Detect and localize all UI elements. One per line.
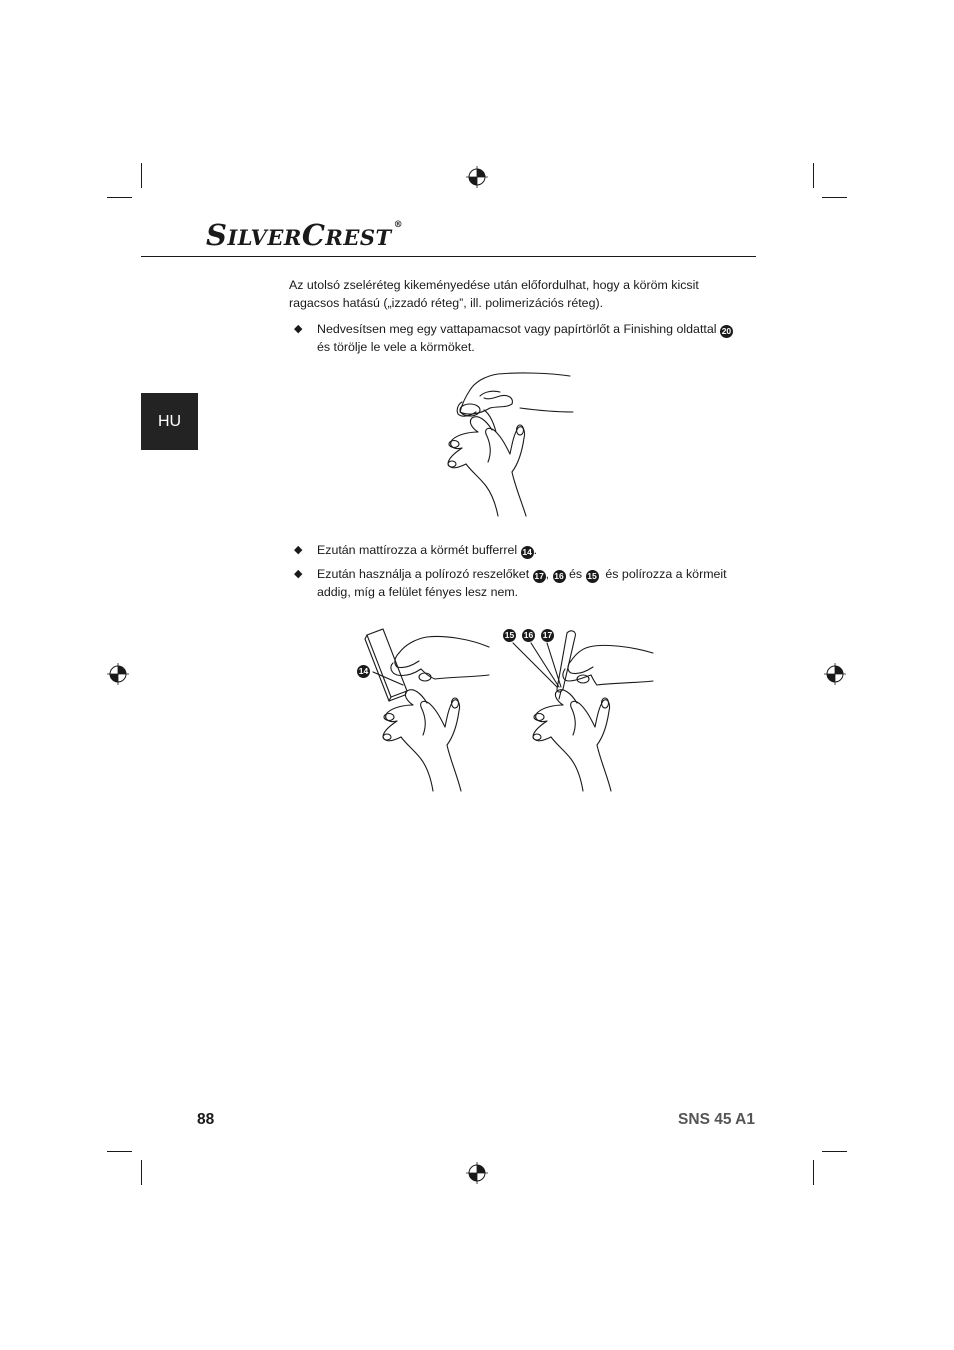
- illustration-buffering-nails: [355, 625, 495, 795]
- bullet-icon: ◆: [294, 568, 303, 580]
- intro-paragraph: Az utolsó zseléréteg kikeményedése után előfordulhat, hogy a köröm kicsit ragacsos hatású („izzadó réteg”, ill. polimerizációs réteg).: [289, 278, 699, 310]
- page-number: 88: [197, 1111, 215, 1128]
- crop-mark-bottom-left-h: [107, 1151, 132, 1152]
- ref-number-badge: 15: [587, 571, 597, 581]
- callout-file-16-badge: 16: [523, 630, 534, 640]
- illustration-wiping-nails: [440, 368, 580, 523]
- header-rule: [141, 256, 756, 257]
- step-2-text: Ezután mattírozza a körmét bufferrel 14 .: [317, 543, 538, 557]
- registration-mark-left-icon: [107, 663, 129, 685]
- crop-mark-bottom-left-v: [141, 1160, 142, 1185]
- ref-number-badge: 17: [534, 571, 544, 581]
- illustration-polishing-files: [505, 625, 660, 795]
- ref-number-badge: 14: [522, 547, 532, 557]
- crop-mark-bottom-right-h: [822, 1151, 847, 1152]
- crop-mark-top-right-v: [813, 163, 814, 188]
- bullet-icon: ◆: [294, 544, 303, 556]
- registration-mark-right-icon: [824, 663, 846, 685]
- crop-mark-bottom-right-v: [813, 1160, 814, 1185]
- callout-file-15-badge: 15: [504, 630, 515, 640]
- bullet-icon: ◆: [294, 323, 303, 335]
- ref-number-badge: 20: [721, 326, 732, 336]
- step-1-text: Nedvesítsen meg egy vattapamacsot vagy papírtörlőt a Finishing oldattal 20 és törölje le vele a körmöket.: [317, 322, 732, 354]
- registration-mark-bottom-icon: [466, 1162, 488, 1184]
- crop-mark-top-left-h: [107, 197, 132, 198]
- crop-mark-top-right-h: [822, 197, 847, 198]
- step-3-text: Ezután használja a polírozó reszelőket 17 , 16 és 15 és polírozza a körmeit addig, míg a felület fényes lesz nem.: [317, 567, 727, 599]
- callout-buffer-badge: 14: [358, 666, 369, 676]
- language-tab: HU: [141, 393, 198, 450]
- model-number: SNS 45 A1: [678, 1111, 755, 1128]
- brand-logo: SILVERCREST ®: [206, 218, 404, 252]
- crop-mark-top-left-v: [141, 163, 142, 188]
- registration-mark-top-icon: [466, 166, 488, 188]
- ref-number-badge: 16: [554, 571, 564, 581]
- callout-file-17-badge: 17: [542, 630, 553, 640]
